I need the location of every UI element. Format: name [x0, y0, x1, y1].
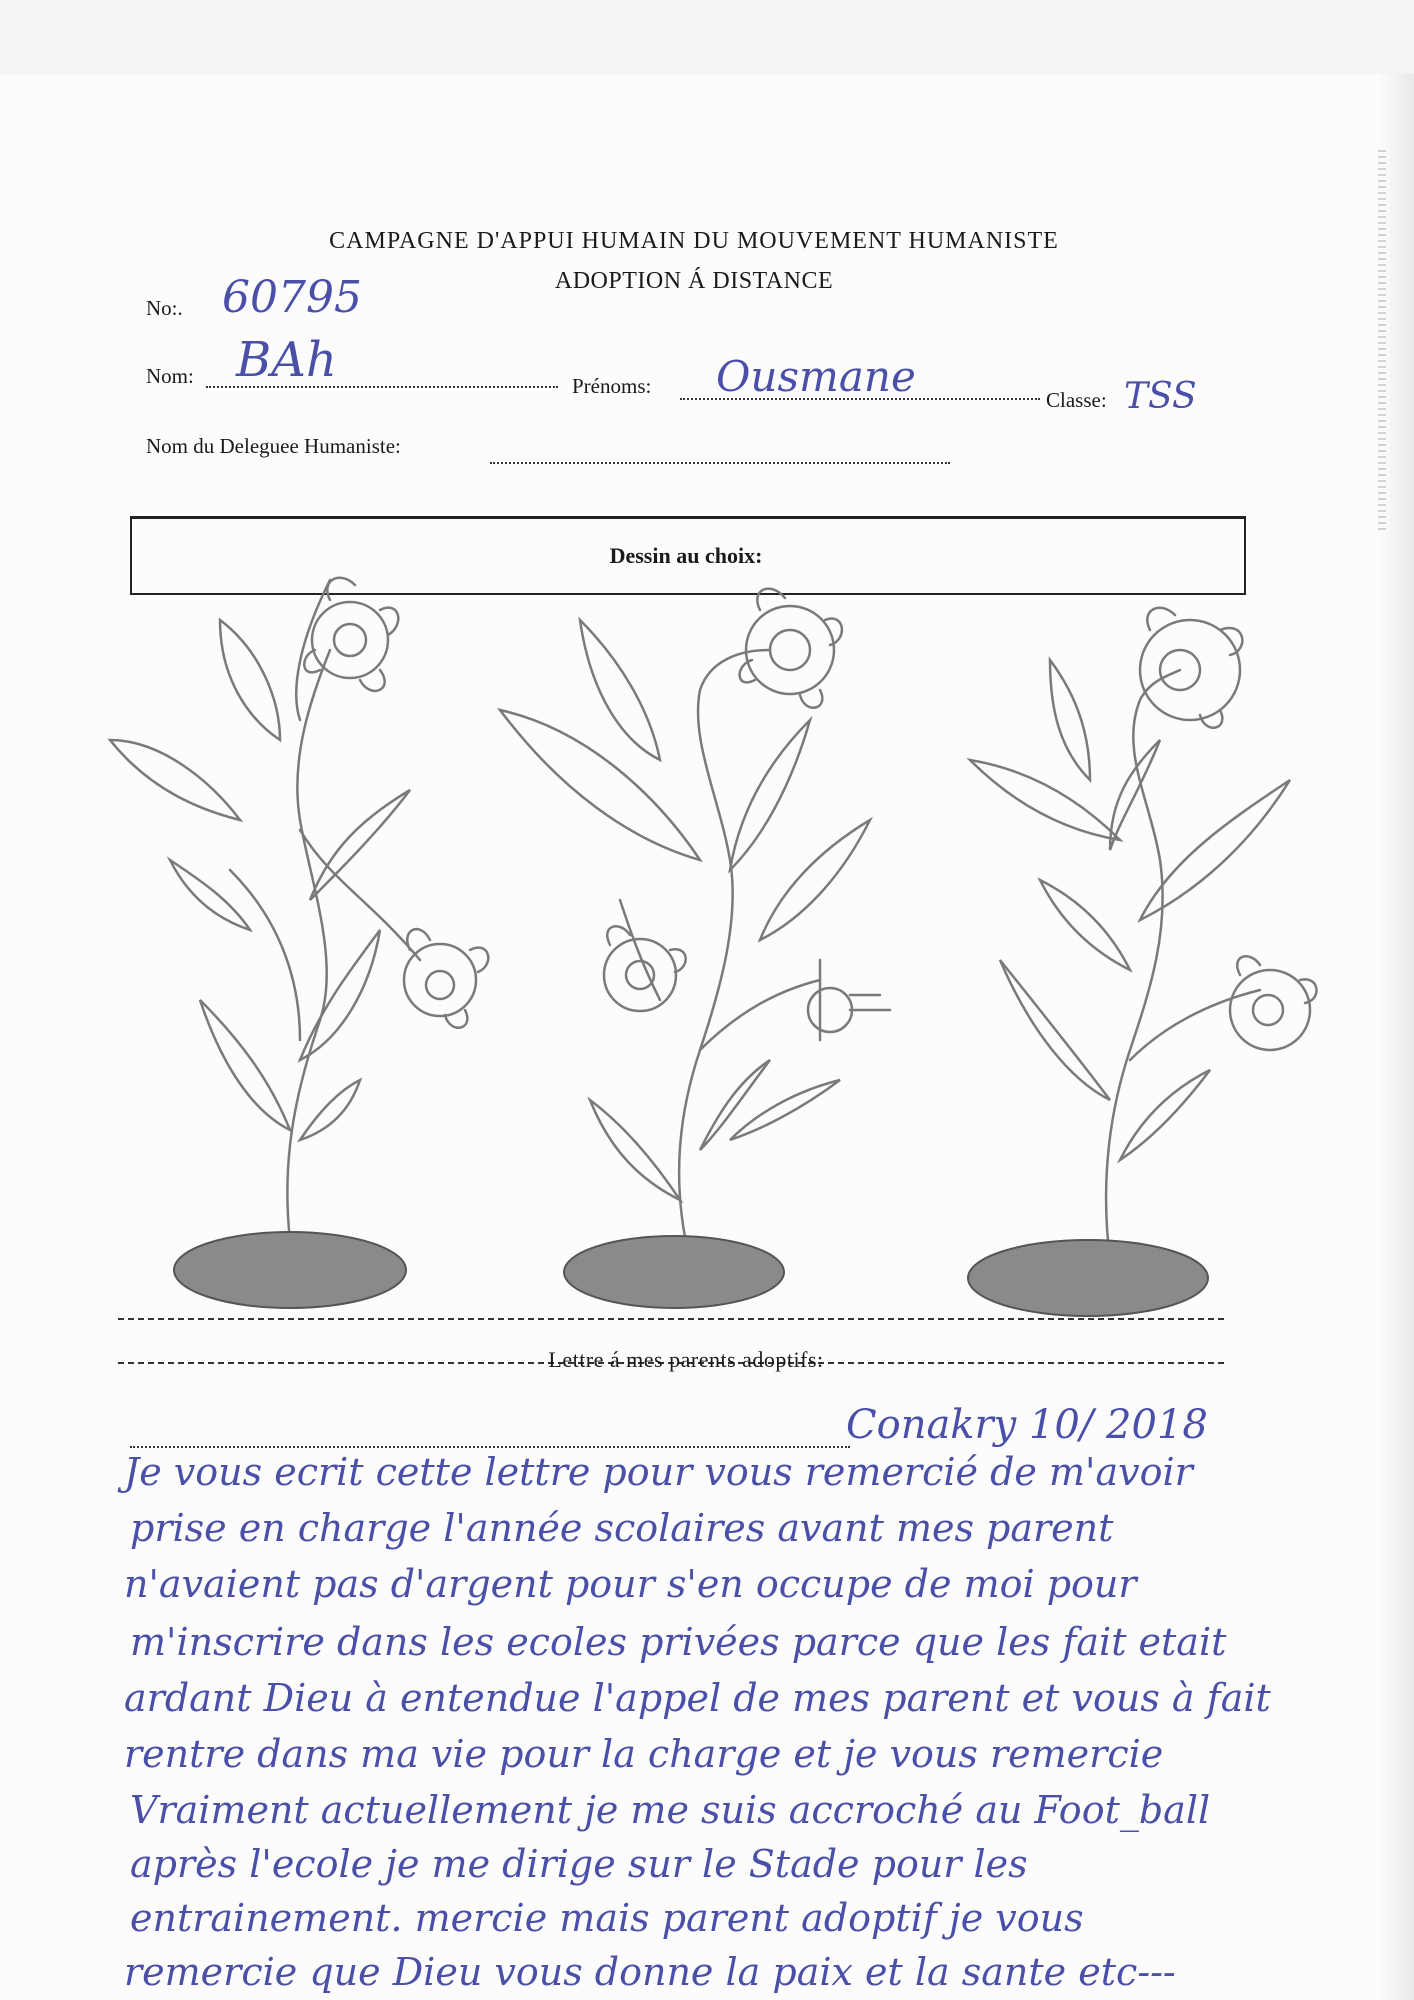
letter-line: entrainement. mercie mais parent adoptif je vous: [130, 1896, 1084, 1940]
classe-label: Classe:: [1046, 388, 1107, 412]
pot-3: [968, 1240, 1208, 1316]
letter-place-date: Conakry 10/ 2018: [846, 1402, 1208, 1448]
letter-line: ardant Dieu à entendue l'appel de mes parent et vous à fait: [124, 1676, 1271, 1720]
letter-line: prise en charge l'année scolaires avant mes parent: [130, 1506, 1114, 1550]
letter-dotted-line: [130, 1446, 850, 1448]
letter-line: après l'ecole je me dirige sur le Stade pour les: [130, 1842, 1028, 1886]
letter-title: Lettre á mes parents adoptifs:: [548, 1347, 824, 1372]
prenoms-label: Prénoms:: [572, 374, 652, 398]
pot-1: [174, 1232, 406, 1308]
flower-1: [110, 578, 488, 1240]
pot-2: [564, 1236, 784, 1308]
nom-label: Nom:: [146, 364, 194, 388]
letter-line: remercie que Dieu vous donne la paix et la sante etc---: [124, 1950, 1176, 1994]
letter-line: Vraiment actuellement je me suis accroché au Foot_ball: [130, 1788, 1211, 1832]
flower-3: [970, 608, 1316, 1260]
delegue-label: Nom du Deleguee Humaniste:: [146, 434, 401, 458]
letter-line: rentre dans ma vie pour la charge et je vous remercie: [124, 1732, 1164, 1776]
flower-2: [500, 589, 890, 1260]
letter-divider-top: [118, 1318, 1224, 1320]
classe-value: TSS: [1124, 376, 1197, 417]
nom-value: BAh: [236, 332, 337, 388]
prenoms-value: Ousmane: [716, 352, 916, 401]
letter-line: m'inscrire dans les ecoles privées parce que les fait etait: [130, 1620, 1227, 1664]
form-title: CAMPAGNE D'APPUI HUMAIN DU MOUVEMENT HUMANISTE: [329, 228, 1059, 254]
drawing-title: Dessin au choix:: [609, 543, 763, 568]
no-label: No:.: [146, 296, 183, 320]
letter-line: Je vous ecrit cette lettre pour vous remercié de m'avoir: [124, 1450, 1193, 1494]
form-subtitle: ADOPTION Á DISTANCE: [554, 268, 834, 294]
no-value: 60795: [222, 272, 362, 323]
letter-line: n'avaient pas d'argent pour s'en occupe de moi pour: [124, 1562, 1137, 1606]
